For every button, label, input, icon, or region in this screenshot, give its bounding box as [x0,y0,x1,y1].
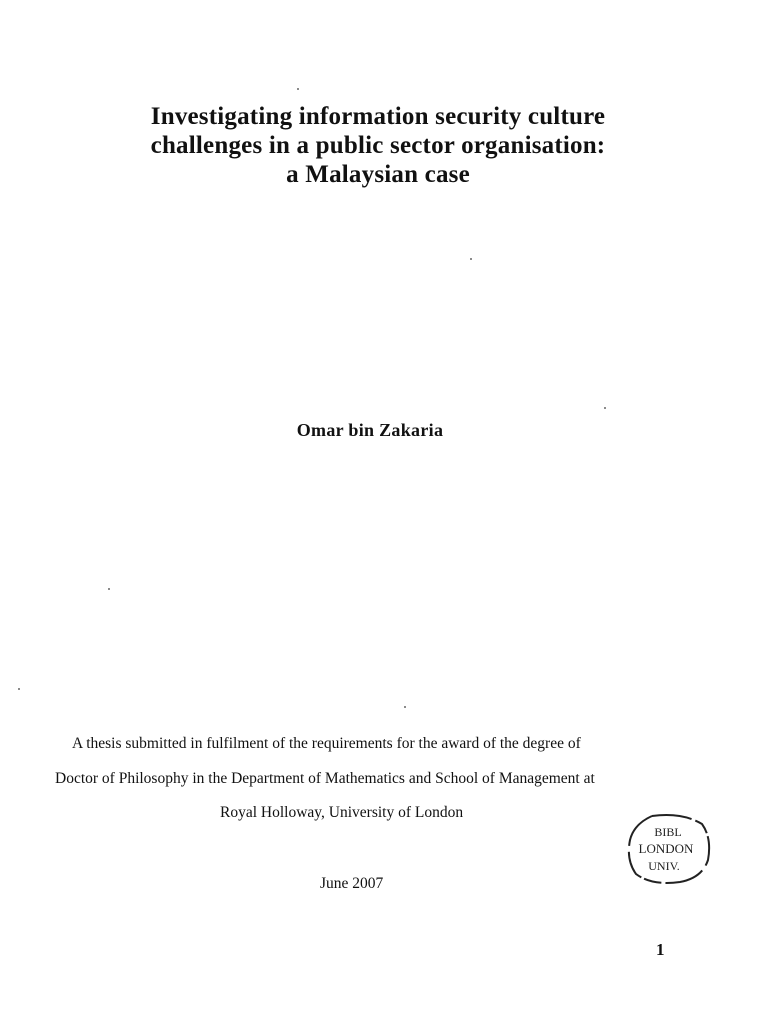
author-name: Omar bin Zakaria [296,420,444,440]
statement-line-1: A thesis submitted in fulfilment of the requirements for the award of the degree of [72,735,581,752]
statement-line-2: Doctor of Philosophy in the Department of Mathematics and School of Management at [55,770,595,787]
scan-speck [470,258,472,260]
stamp-line-3: UNIV. [648,859,680,873]
title-line-3: a Malaysian case [286,161,470,188]
title-line-2: challenges in a public sector organisation: [150,132,606,159]
scan-speck [404,706,406,708]
scan-speck [297,88,299,90]
scan-speck [18,688,20,690]
library-stamp [622,810,714,888]
statement-line-3: Royal Holloway, University of London [220,804,464,821]
page-number: 1 [656,940,665,959]
stamp-line-1: BIBL [654,825,682,839]
stamp-line-2: LONDON [638,841,694,856]
thesis-title [60,102,696,189]
scan-speck [604,407,606,409]
scan-speck [108,588,110,590]
title-line-1: Investigating information security culture [150,103,606,130]
submission-date: June 2007 [320,875,384,892]
